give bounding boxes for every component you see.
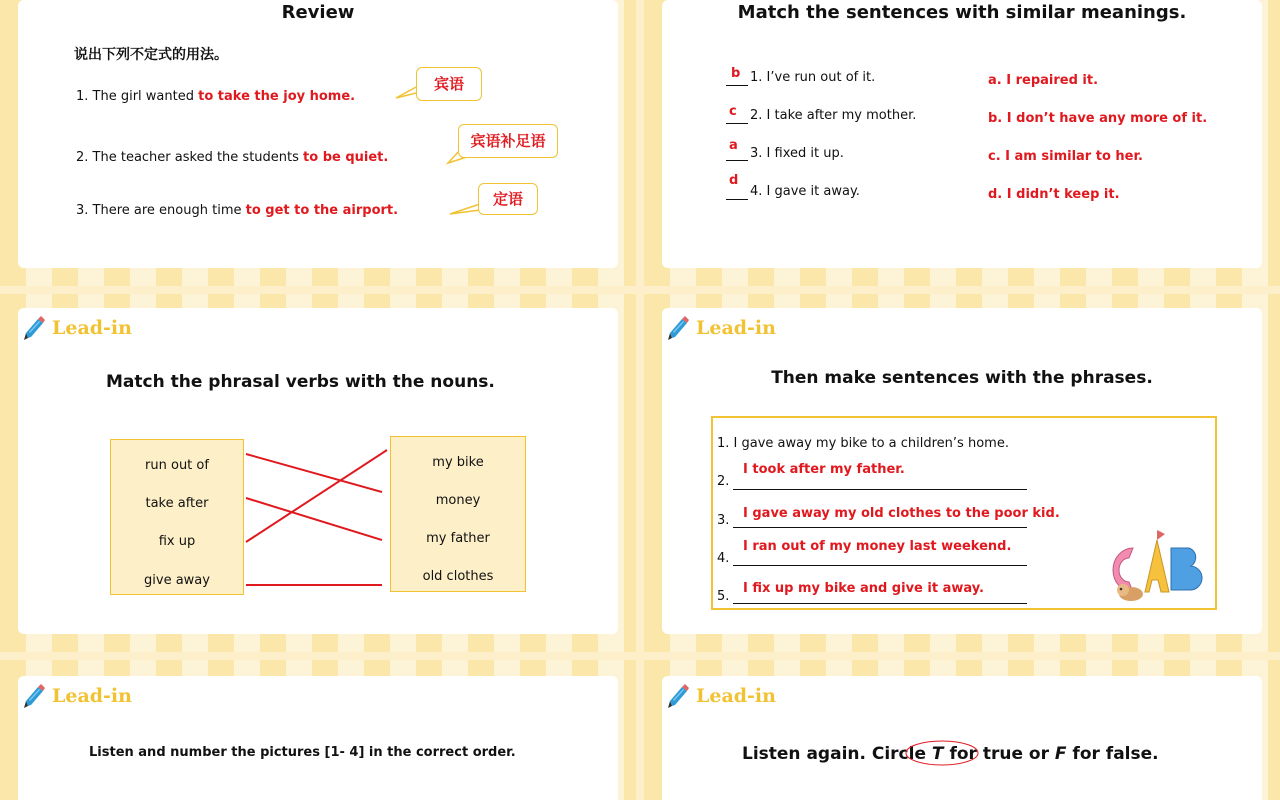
slide-title: Match the phrasal verbs with the nouns. xyxy=(106,372,495,392)
cab-letters-illustration xyxy=(1105,526,1209,606)
usage-bubble: 宾语 xyxy=(416,67,482,101)
slide-title: Review xyxy=(281,2,355,23)
line-number: 2. xyxy=(717,474,730,489)
sentence: 2. I take after my mother. xyxy=(750,108,917,123)
item-prefix: 1. The girl wanted xyxy=(76,89,199,104)
pencil-icon xyxy=(668,316,690,340)
phrasal-verb: take after xyxy=(145,496,209,511)
phrasal-verb: fix up xyxy=(158,534,196,549)
match-line xyxy=(246,498,382,540)
item-prefix: 3. There are enough time xyxy=(76,203,246,218)
lead-in-text: Lead-in xyxy=(696,317,776,339)
noun: my bike xyxy=(432,455,484,470)
slide-title: Match the sentences with similar meanings. xyxy=(737,2,1187,23)
slide-card xyxy=(662,676,1262,800)
item-phrase: to get to the airport. xyxy=(245,203,399,218)
pencil-icon xyxy=(24,684,46,708)
slide-match-sentences xyxy=(644,0,1280,286)
phrasal-verb: give away xyxy=(144,573,210,588)
match-line xyxy=(246,450,387,542)
match-line xyxy=(246,454,382,492)
slide-match-phrasal-verbs xyxy=(0,294,636,652)
lead-in-text: Lead-in xyxy=(696,685,776,707)
title-part: for false. xyxy=(1066,744,1159,764)
lead-in-text: Lead-in xyxy=(52,317,132,339)
meaning: d. I didn’t keep it. xyxy=(988,187,1120,202)
example-sentence: 1. I gave away my bike to a children’s home. xyxy=(717,436,1009,451)
slide-listen-number xyxy=(0,660,636,800)
sentence: 3. I fixed it up. xyxy=(750,146,844,161)
sentence: 1. I’ve run out of it. xyxy=(750,70,876,85)
instruction: Listen and number the pictures [1- 4] in the correct order. xyxy=(89,745,516,760)
meaning: a. I repaired it. xyxy=(988,73,1099,88)
slide-card xyxy=(662,308,1262,634)
answer-blank xyxy=(726,85,748,86)
meaning: b. I don’t have any more of it. xyxy=(988,111,1208,126)
item-phrase: to take the joy home. xyxy=(198,89,356,104)
answer-line xyxy=(733,527,1027,528)
slide-card xyxy=(662,0,1262,268)
line-number: 5. xyxy=(717,589,730,604)
answer-line xyxy=(733,565,1027,566)
answer-letter: d xyxy=(729,173,739,188)
answer-line xyxy=(733,489,1027,490)
slide-review xyxy=(0,0,636,286)
phrasal-verb: run out of xyxy=(145,458,209,473)
title-part: for true or xyxy=(943,744,1055,764)
slide-title: Then make sentences with the phrases. xyxy=(771,368,1153,388)
matching-lines xyxy=(18,308,618,634)
answer-sentence: I ran out of my money last weekend. xyxy=(743,539,1012,554)
answer-blank xyxy=(726,160,748,161)
sentences-box xyxy=(711,416,1217,610)
answer-blank xyxy=(726,123,748,124)
answer-letter: b xyxy=(731,66,741,81)
red-circle-mark xyxy=(902,738,982,768)
answer-blank xyxy=(726,199,748,200)
answer-line xyxy=(733,603,1027,604)
item-prefix: 2. The teacher asked the students xyxy=(76,150,304,165)
answer-sentence: I gave away my old clothes to the poor kid. xyxy=(743,506,1060,521)
sentence: 4. I gave it away. xyxy=(750,184,860,199)
answer-sentence: I took after my father. xyxy=(743,462,905,477)
slide-listen-true-false xyxy=(644,660,1280,800)
title-letter-t: T xyxy=(931,744,944,764)
lead-in-label xyxy=(24,684,132,708)
noun: money xyxy=(435,493,481,508)
lead-in-label xyxy=(668,316,776,340)
usage-bubble: 定语 xyxy=(478,183,538,215)
pencil-icon xyxy=(668,684,690,708)
slide-make-sentences xyxy=(644,294,1280,652)
item-phrase: to be quiet. xyxy=(303,150,389,165)
slide-card xyxy=(18,308,618,634)
usage-bubble: 宾语补足语 xyxy=(458,124,558,158)
noun: old clothes xyxy=(422,569,494,584)
lead-in-label xyxy=(668,684,776,708)
slide-card xyxy=(18,676,618,800)
answer-letter: a xyxy=(729,138,738,153)
slide-card xyxy=(18,0,618,268)
meaning: c. I am similar to her. xyxy=(988,149,1143,164)
line-number: 4. xyxy=(717,551,730,566)
instruction: 说出下列不定式的用法。 xyxy=(74,47,228,63)
noun: my father xyxy=(426,531,490,546)
answer-sentence: I fix up my bike and give it away. xyxy=(743,581,984,596)
title-part: Listen again. Circle xyxy=(742,744,932,764)
answer-letter: c xyxy=(729,104,737,119)
title-letter-f: F xyxy=(1054,744,1067,764)
line-number: 3. xyxy=(717,513,730,528)
lead-in-text: Lead-in xyxy=(52,685,132,707)
